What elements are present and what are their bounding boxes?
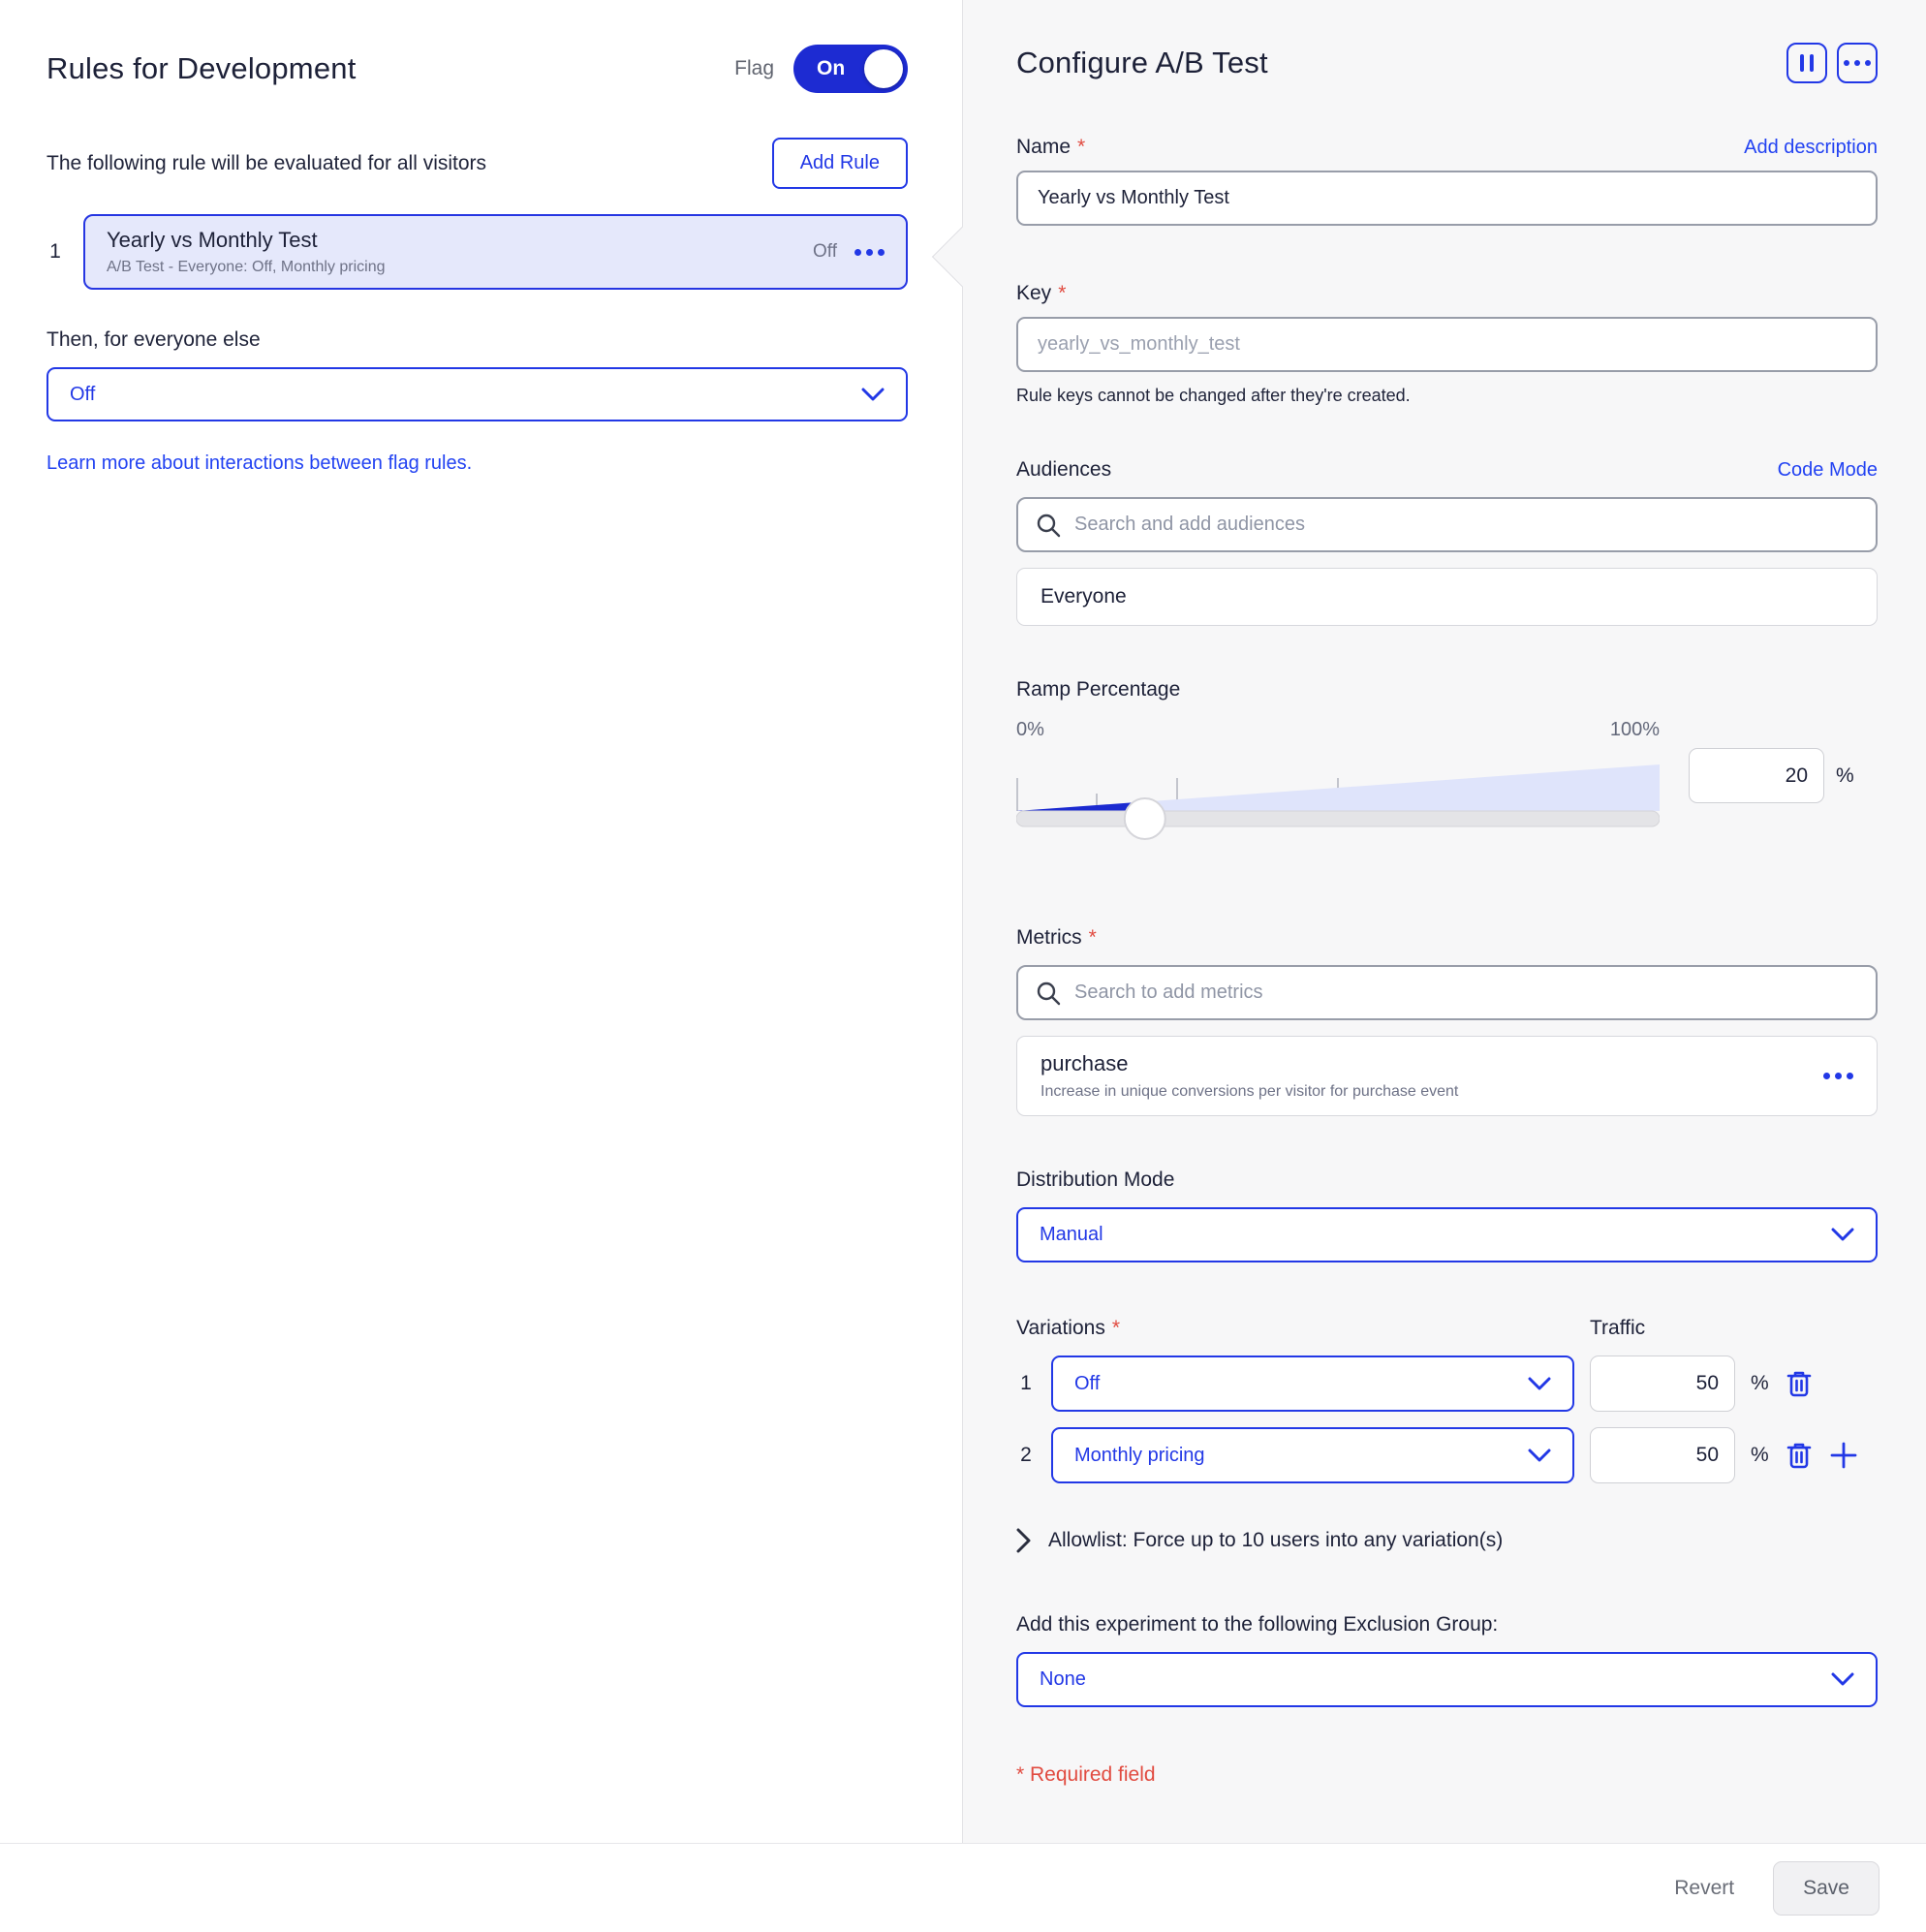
chevron-down-icon (1831, 1672, 1854, 1687)
rule-description: A/B Test - Everyone: Off, Monthly pricing (107, 259, 386, 275)
rules-panel (0, 0, 962, 1843)
else-label: Then, for everyone else (47, 328, 261, 351)
chevron-down-icon (1831, 1228, 1854, 1242)
ramp-percent-unit: % (1836, 763, 1854, 787)
search-icon (1036, 981, 1061, 1006)
pause-icon (1800, 54, 1804, 72)
metric-item-purchase (1016, 1036, 1878, 1116)
exclusion-group-value: None (1040, 1668, 1086, 1690)
traffic-label: Traffic (1590, 1317, 1646, 1339)
metric-menu-ellipsis-icon[interactable] (1823, 1073, 1853, 1079)
revert-button[interactable]: Revert (1674, 1876, 1735, 1899)
toggle-knob (864, 49, 903, 88)
add-variation-button[interactable] (1829, 1441, 1858, 1470)
flag-toggle-group (734, 45, 908, 93)
flag-label: Flag (734, 57, 774, 79)
ramp-percent-input[interactable] (1689, 748, 1824, 803)
variation-index: 2 (1020, 1444, 1032, 1466)
rule-menu-ellipsis-icon[interactable] (854, 249, 885, 256)
variation-1-value: Off (1074, 1372, 1101, 1394)
variation-1-traffic-input[interactable] (1590, 1356, 1735, 1412)
rule-card-text (107, 228, 386, 276)
ramp-slider[interactable] (1016, 745, 1660, 846)
ramp-label: Ramp Percentage (1016, 678, 1181, 701)
key-label: Key (1016, 282, 1052, 304)
ramp-slider-handle[interactable] (1125, 798, 1165, 839)
variation-row-1 (1016, 1356, 1878, 1412)
variation-1-delete-button[interactable] (1785, 1368, 1814, 1399)
variation-2-traffic-input[interactable] (1590, 1427, 1735, 1483)
more-options-button[interactable] (1837, 43, 1878, 83)
add-description-link[interactable]: Add description (1744, 137, 1878, 158)
allowlist-expander[interactable] (1016, 1528, 1878, 1553)
variation-1-select[interactable] (1051, 1356, 1574, 1412)
rules-subtitle: The following rule will be evaluated for all visitors (47, 151, 487, 174)
ellipsis-icon (1844, 60, 1871, 66)
traffic-unit: % (1751, 1372, 1769, 1394)
trash-icon (1785, 1368, 1814, 1399)
footer-bar (0, 1843, 1926, 1932)
rule-title: Yearly vs Monthly Test (107, 228, 318, 252)
metric-name: purchase (1041, 1051, 1129, 1075)
search-icon (1036, 513, 1061, 538)
allowlist-label: Allowlist: Force up to 10 users into any variation(s) (1048, 1529, 1504, 1551)
audiences-label: Audiences (1016, 458, 1112, 481)
required-asterisk: * (1111, 1317, 1121, 1339)
ramp-wedge (1016, 764, 1660, 811)
variation-index: 1 (1020, 1372, 1032, 1394)
distribution-mode-select[interactable] (1016, 1207, 1878, 1262)
distribution-mode-value: Manual (1040, 1224, 1103, 1245)
else-variation-select[interactable] (47, 367, 908, 421)
name-input[interactable] (1016, 171, 1878, 226)
required-asterisk: * (1077, 136, 1086, 158)
rule-index: 1 (49, 240, 61, 263)
flag-toggle-state: On (817, 57, 846, 79)
add-rule-button[interactable]: Add Rule (772, 138, 908, 189)
exclusion-group-select[interactable] (1016, 1652, 1878, 1707)
variation-2-select[interactable] (1051, 1427, 1574, 1483)
chevron-right-icon (1016, 1528, 1031, 1553)
rule-row (47, 214, 908, 290)
variation-2-delete-button[interactable] (1785, 1440, 1814, 1471)
audience-search-box (1016, 497, 1878, 552)
variations-label: Variations (1016, 1317, 1105, 1339)
ramp-fill (1016, 801, 1145, 811)
name-label: Name (1016, 136, 1072, 158)
ramp-max-label: 100% (1609, 719, 1660, 740)
metrics-label: Metrics (1016, 926, 1082, 949)
save-button[interactable]: Save (1773, 1861, 1879, 1916)
rule-card-yearly-vs-monthly[interactable] (83, 214, 908, 290)
required-asterisk: * (1058, 282, 1067, 304)
configure-title: Configure A/B Test (1016, 46, 1268, 79)
chevron-down-icon (1528, 1449, 1551, 1463)
chevron-down-icon (1528, 1377, 1551, 1391)
audience-everyone-item: Everyone (1016, 568, 1878, 626)
key-help-text: Rule keys cannot be changed after they're created. (1016, 386, 1411, 405)
exclusion-group-label: Add this experiment to the following Exclusion Group: (1016, 1613, 1499, 1636)
metric-search-input[interactable] (1074, 982, 1858, 1004)
plus-icon (1829, 1441, 1858, 1470)
audience-search-input[interactable] (1074, 514, 1858, 536)
required-asterisk: * (1088, 926, 1097, 949)
pause-button[interactable] (1786, 43, 1827, 83)
code-mode-link[interactable]: Code Mode (1777, 459, 1878, 481)
ramp-min-label: 0% (1016, 719, 1044, 740)
page-title: Rules for Development (47, 51, 357, 85)
required-field-note: * Required field (1016, 1763, 1156, 1786)
learn-more-link[interactable]: Learn more about interactions between flag rules. (47, 452, 473, 474)
metric-description: Increase in unique conversions per visitor for purchase event (1041, 1083, 1459, 1100)
configure-panel (962, 0, 1926, 1843)
else-variation-value: Off (70, 383, 96, 405)
distribution-mode-label: Distribution Mode (1016, 1169, 1175, 1191)
trash-icon (1785, 1440, 1814, 1471)
metric-search-box (1016, 965, 1878, 1020)
traffic-unit: % (1751, 1444, 1769, 1466)
rule-status: Off (813, 241, 837, 262)
key-input[interactable] (1016, 317, 1878, 372)
variation-2-value: Monthly pricing (1074, 1444, 1205, 1466)
chevron-down-icon (861, 388, 885, 402)
flag-toggle[interactable] (793, 45, 908, 93)
variation-row-2 (1016, 1427, 1878, 1483)
